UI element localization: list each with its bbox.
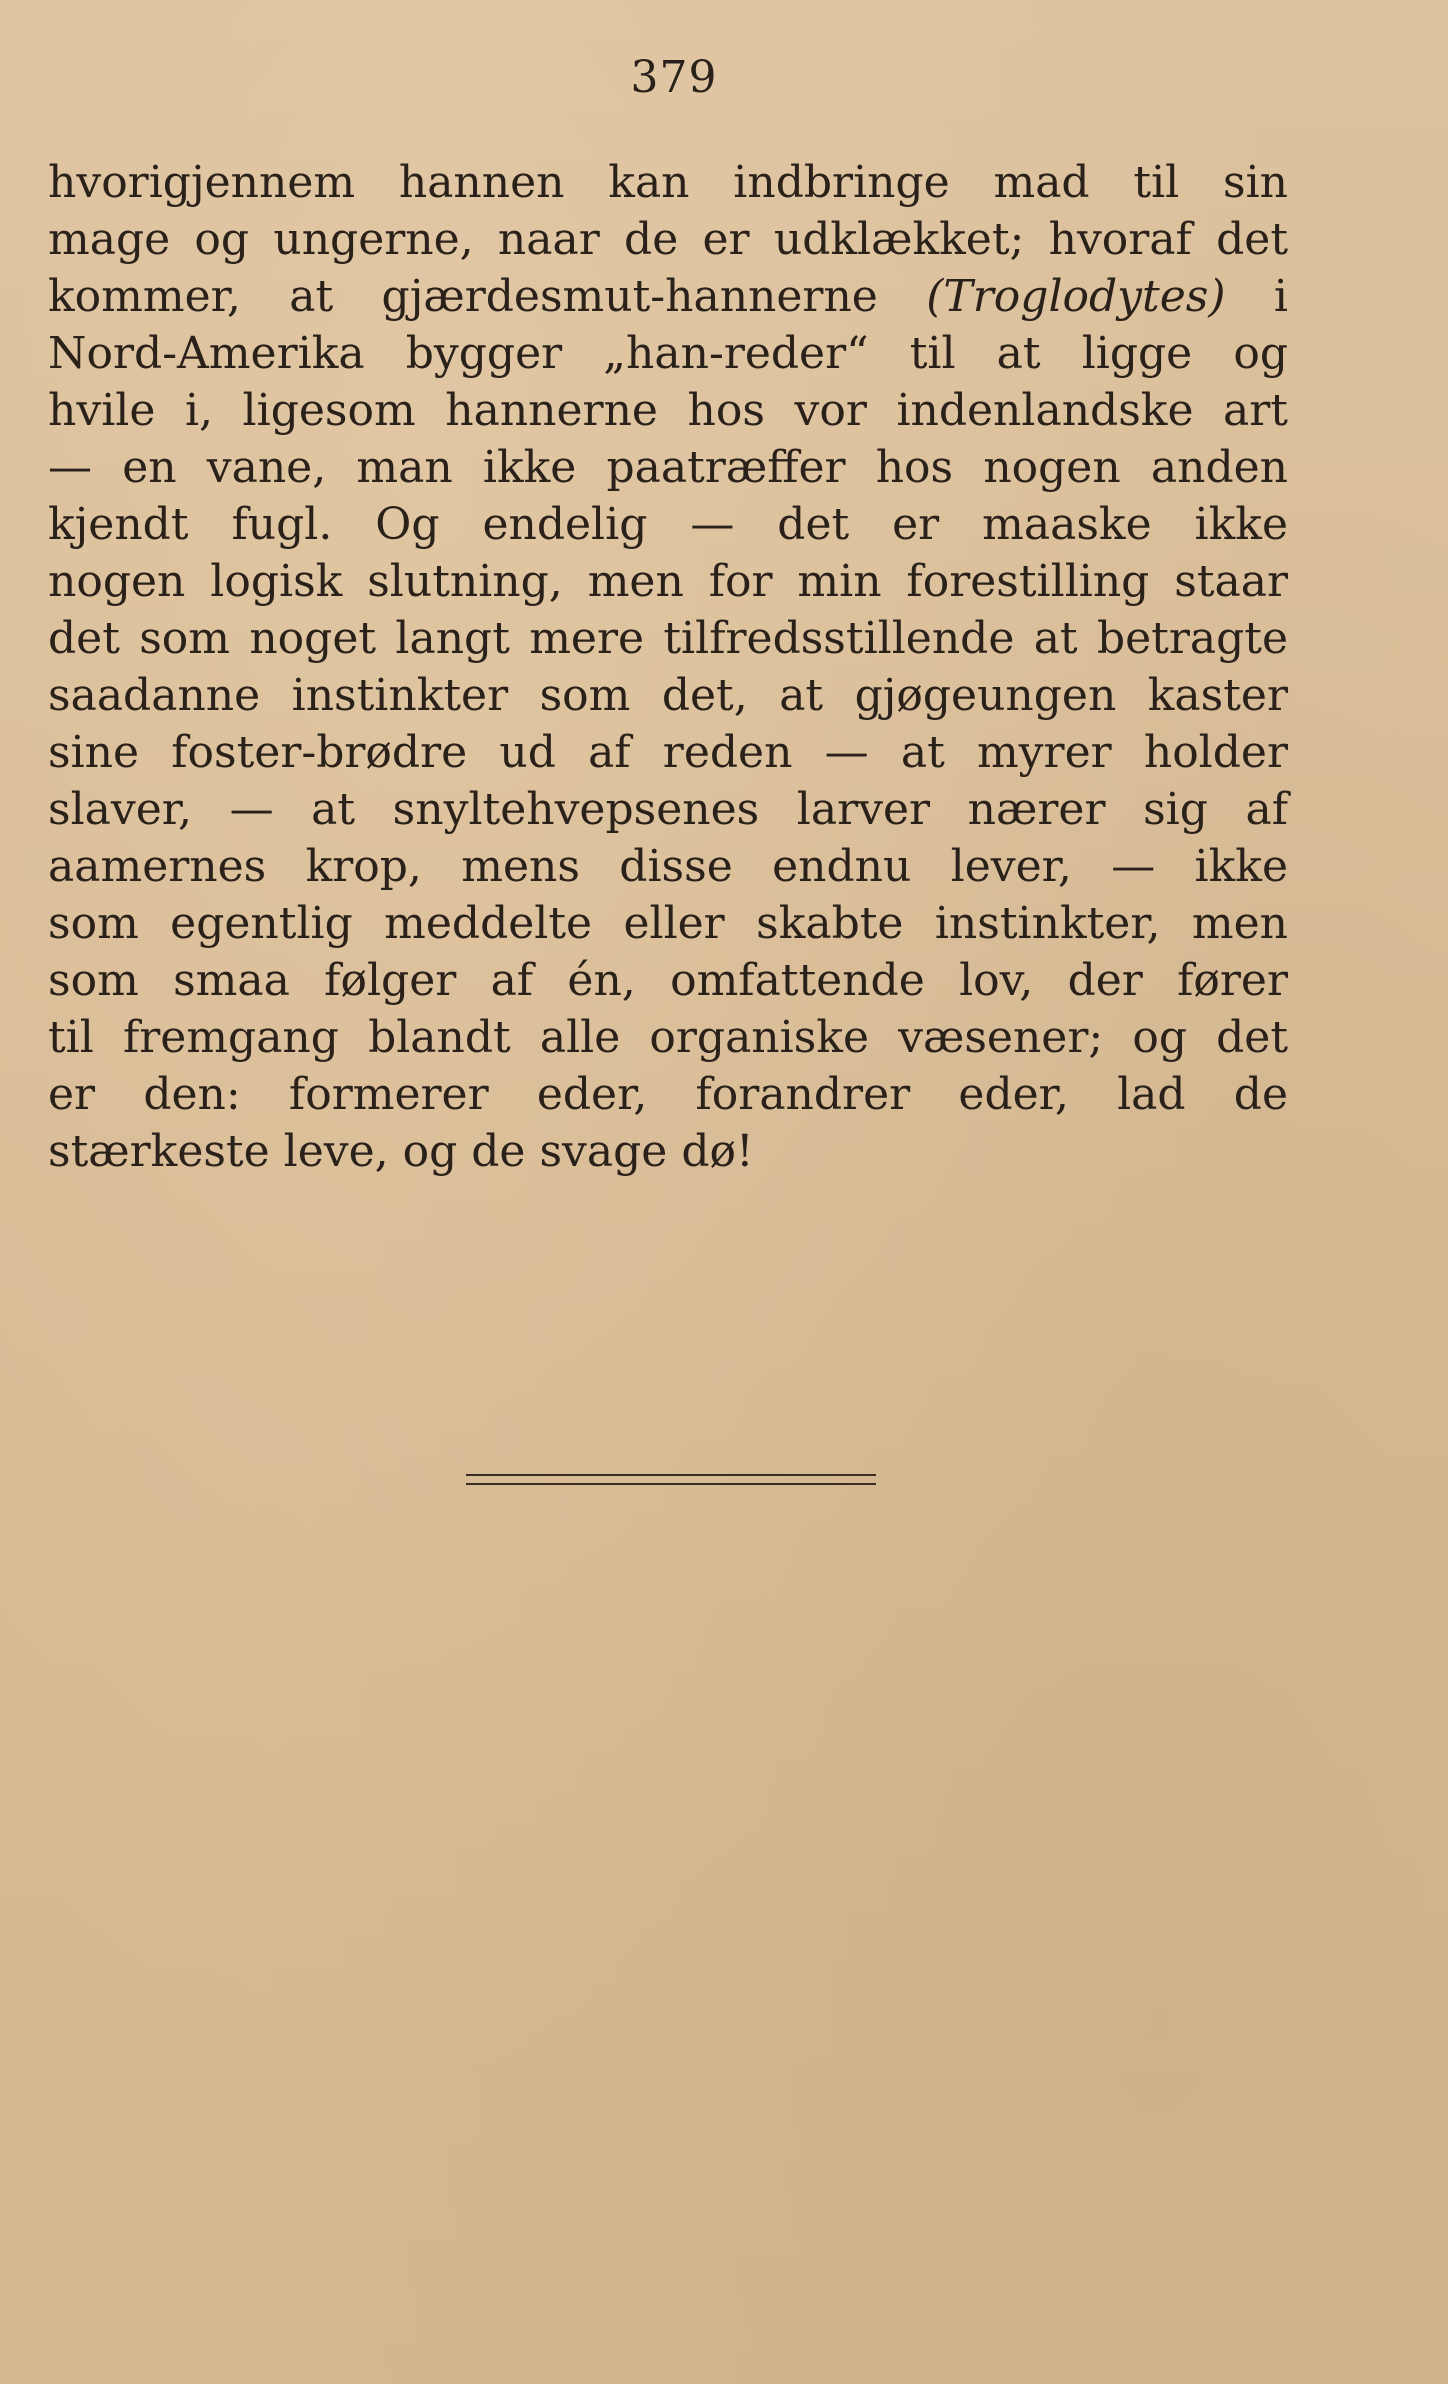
text-line: nogen logisk slutning, men for min forestilling staar: [48, 556, 1288, 607]
text-line: aamernes krop, mens disse endnu lever, — ikke: [48, 841, 1288, 892]
text-line: er den: formerer eder, forandrer eder, lad de: [48, 1069, 1288, 1120]
text-line: som smaa følger af én, omfattende lov, der fører: [48, 955, 1288, 1006]
text-line: [48, 268, 1288, 325]
text-line: sine foster-brødre ud af reden — at myrer holder: [48, 727, 1288, 778]
text-line: som egentlig meddelte eller skabte instinkter, men: [48, 898, 1288, 949]
body-text: [48, 154, 1288, 1180]
text-line-end: i: [1225, 271, 1288, 322]
text-line: hvorigjennem hannen kan indbringe mad til sin: [48, 157, 1288, 208]
text-line: til fremgang blandt alle organiske væsener; og det: [48, 1012, 1288, 1063]
italic-term: (Troglodytes): [926, 271, 1226, 322]
text-line: hvile i, ligesom hannerne hos vor indenlandske art: [48, 385, 1288, 436]
text-line: mage og ungerne, naar de er udklækket; hvoraf det: [48, 214, 1288, 265]
text-line: Nord-Amerika bygger „han-reder“ til at ligge og: [48, 328, 1288, 379]
text-line: slaver, — at snyltehvepsenes larver nærer sig af: [48, 784, 1288, 835]
text-line: det som noget langt mere tilfredsstillende at betragte: [48, 613, 1288, 664]
page-number: 379: [630, 52, 718, 103]
section-end-rule: [466, 1474, 876, 1485]
text-line-start: kommer, at gjærdesmut-hannerne: [48, 271, 927, 322]
text-line: kjendt fugl. Og endelig — det er maaske ikke: [48, 499, 1288, 550]
text-line-last: stærkeste leve, og de svage dø!: [48, 1126, 754, 1177]
text-line: — en vane, man ikke paatræffer hos nogen anden: [48, 442, 1288, 493]
text-line: saadanne instinkter som det, at gjøgeungen kaster: [48, 670, 1288, 721]
